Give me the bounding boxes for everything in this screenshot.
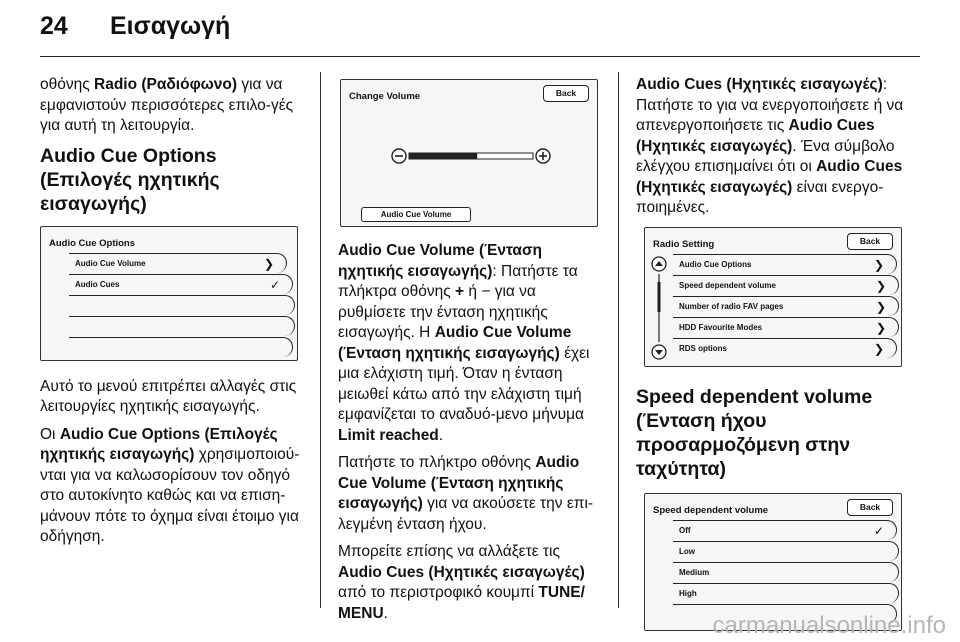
page-title: Εισαγωγή [110, 12, 231, 40]
chevron-right-icon: ❯ [263, 256, 274, 271]
checkmark-icon: ✓ [269, 277, 280, 292]
col1-heading: Audio Cue Options (Επιλογές ηχητικής εισαγωγής) [40, 144, 220, 215]
watermark: carmanualsonline.info [712, 612, 946, 639]
column-divider-1 [320, 72, 321, 608]
chevron-right-icon: ❯ [875, 299, 886, 314]
chevron-right-icon: ❯ [875, 320, 886, 335]
page-number: 24 [40, 12, 68, 40]
chevron-right-icon: ❯ [873, 257, 884, 272]
col2-paragraph-2: Πατήστε το πλήκτρο οθόνης Audio Cue Volume (Ένταση ηχητικής εισαγωγής) για να ακούσετε την επι-λεγμένη ένταση ήχου. [338, 454, 594, 533]
screen-title: Change Volume [349, 91, 421, 102]
volume-slider [341, 80, 599, 228]
screen-row-high: High [673, 583, 899, 603]
screen-row-empty [69, 316, 295, 336]
screen-back-button: Back [847, 233, 893, 250]
change-volume-screenshot [340, 79, 598, 227]
audio-cue-options-screenshot [40, 226, 298, 361]
page-header [0, 0, 960, 62]
screen-back-button: Back [847, 499, 893, 516]
screen-row-speed-dependent-volume: Speed dependent volume ❯ [673, 275, 899, 295]
scroll-bar [649, 254, 673, 364]
column-3 [636, 75, 920, 631]
screen-row-empty [69, 295, 295, 315]
screen-row-audio-cue-volume: Audio Cue Volume ❯ [69, 253, 287, 273]
screen-row-empty [69, 337, 293, 357]
screen-row-low: Low [673, 541, 899, 561]
col1-paragraph-3: Οι Audio Cue Options (Επιλογές ηχητικής εισαγωγής) χρησιμοποιού-νται για να καλωσορίσουν τον οδηγό στο αυτοκίνητο καθώς και να επιση-μάνουν πότε το όχημα είναι έτοιμο για οδήγηση. [40, 425, 300, 545]
screen-bottom-button: Audio Cue Volume [361, 207, 471, 222]
screen-row-rds-options: RDS options ❯ [673, 338, 897, 358]
col2-paragraph-3: Μπορείτε επίσης να αλλάξετε τις Audio Cues (Ηχητικές εισαγωγές) από το περιστροφικό κουμπί TUNE/ MENU. [338, 543, 585, 622]
volume-level-fill [409, 153, 477, 159]
screen-back-button: Back [543, 85, 589, 102]
screen-title: Speed dependent volume [653, 504, 769, 516]
col2-paragraph-1: Audio Cue Volume (Ένταση ηχητικής εισαγωγής): Πατήστε τα πλήκτρα οθόνης + ή − για να ρυθμίσετε την ένταση ηχητικής εισαγωγής. Η Audio Cue Volume (Ένταση ηχητικής εισαγωγής) έχει μια ελάχιστη τιμή. Όταν η ένταση μειωθεί κάτω από την ελάχιστη τιμή εμφανίζεται το αναδυό-μενο μήνυμα Limit reached. [338, 242, 590, 444]
screen-row-off: Off ✓ [673, 520, 897, 540]
checkmark-icon: ✓ [873, 523, 884, 538]
screen-row-number-of-radio-fav-pages: Number of radio FAV pages ❯ [673, 296, 899, 316]
screen-row-audio-cues: Audio Cues ✓ [69, 274, 293, 294]
col1-paragraph-2: Αυτό το μενού επιτρέπει αλλαγές στις λειτουργίες ηχητικής εισαγωγής. [40, 377, 297, 415]
screen-row-medium: Medium [673, 562, 899, 582]
col1-paragraph-1: οθόνης Radio (Ραδιόφωνο) για να εμφανιστούν περισσότερες επιλο-γές για αυτή τη λειτουργία. [40, 76, 294, 134]
col3-paragraph-1: Audio Cues (Ηχητικές εισαγωγές): Πατήστε το για να ενεργοποιήσετε ή να απενεργοποιήσετε τις Audio Cues (Ηχητικές εισαγωγές). Ένα σύμβολο ελέγχου επισημαίνει ότι οι Audio Cues (Ηχητικές εισαγωγές) είναι ενεργο-ποιημένες. [636, 76, 904, 216]
screen-title: Audio Cue Options [49, 237, 136, 249]
column-divider-2 [618, 72, 619, 608]
col3-heading: Speed dependent volume (Ένταση ήχου προσαρμοζόμενη στην ταχύτητα) [636, 385, 873, 480]
column-1 [40, 75, 302, 555]
speed-dependent-volume-screenshot [644, 493, 902, 631]
chevron-right-icon: ❯ [873, 341, 884, 356]
header-rule [40, 56, 920, 57]
screen-row-hdd-favourite-modes: HDD Favourite Modes ❯ [673, 317, 899, 337]
chevron-right-icon: ❯ [875, 278, 886, 293]
radio-setting-screenshot [644, 227, 902, 367]
screen-row-audio-cue-options: Audio Cue Options ❯ [673, 254, 897, 274]
column-2 [338, 75, 606, 631]
screen-title: Radio Setting [653, 238, 715, 250]
